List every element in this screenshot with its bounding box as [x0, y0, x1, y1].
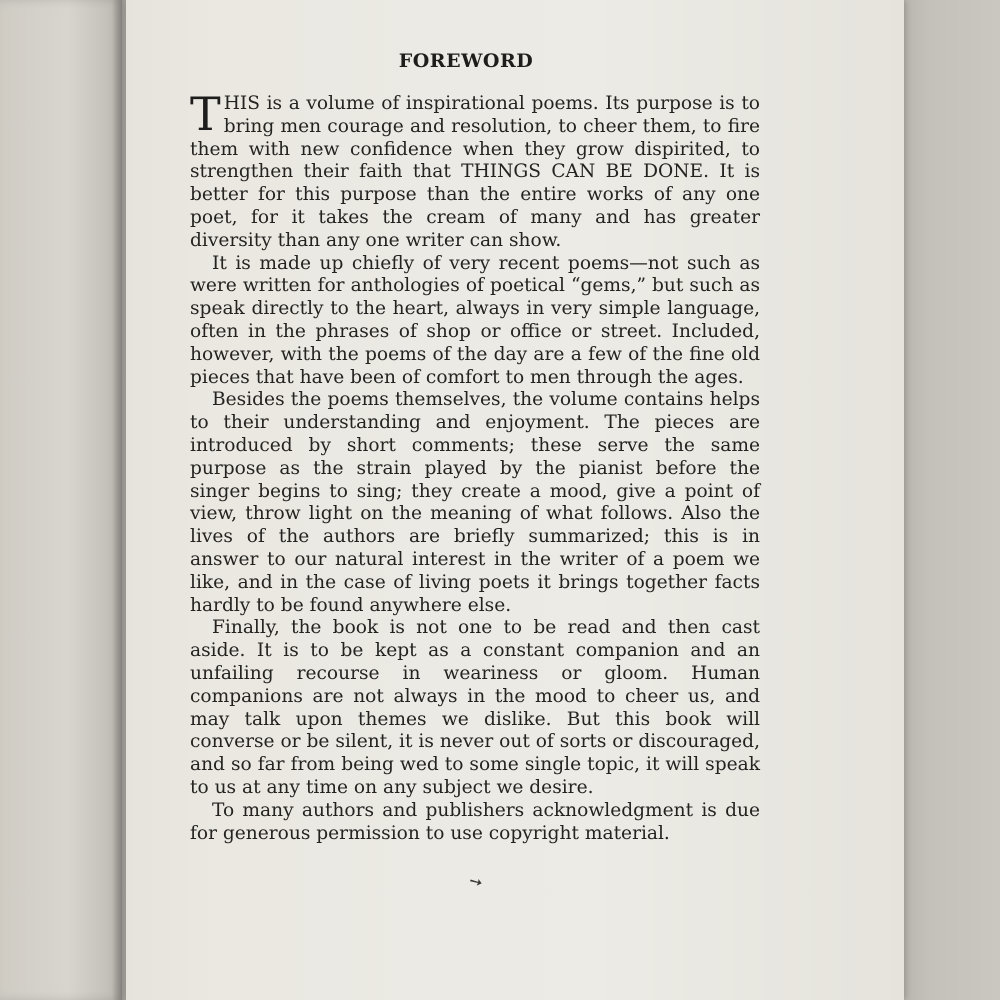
- foreword-body: [190, 87, 760, 845]
- drop-cap: T: [190, 87, 221, 141]
- paragraph-4: Finally, the book is not one to be read and then cast aside. It is to be kept as a constant companion and an unfailing recourse in weariness or gloom. Human companions are not always in the mood to cheer us, and may talk upon themes we dislike. But this book will converse or be silent, it is never out of sorts or discouraged, and so far from being wed to some single topic, it will speak to us at any time on any subject we desire.: [190, 617, 760, 798]
- background-surface: [900, 0, 1000, 1000]
- page-title: FOREWORD: [398, 50, 534, 72]
- paragraph-5: To many authors and publishers acknowledgment is due for generous permission to use copyright material.: [190, 799, 760, 844]
- foreword-page: [126, 0, 904, 1000]
- paragraph-2: It is made up chiefly of very recent poems—not such as were written for anthologies of poetical “gems,” but such as speak directly to the heart, always in very simple language, often in the phrases of shop or office or street. Included, however, with the poems of the day are a few of the fine old pieces that have been of comfort to men through the ages.: [190, 252, 760, 388]
- paragraph-3: Besides the poems themselves, the volume contains helps to their understanding and enjoyment. The pieces are introduced by short comments; these serve the same purpose as the strain played by the pianist before the singer begins to sing; they create a mood, give a point of view, throw light on the meaning of what follows. Also the lives of the authors are briefly summarized; this is in answer to our natural interest in the writer of a poem we like, and in the case of living poets it brings together facts hardly to be found anywhere else.: [190, 389, 760, 616]
- paragraph-1: [190, 87, 760, 253]
- end-ornament-icon: ➘: [465, 869, 487, 894]
- left-page-edge: [0, 0, 122, 1000]
- paragraph-1-text: HIS is a volume of inspirational poems. Its purpose is to bring men courage and resolution, to cheer them, to fire them with new confidence when they grow dispirited, to strengthen their faith that THINGS CAN BE DONE. It is better for this purpose than the entire works of any one poet, for it takes the cream of many and has greater diversity than any one writer can show.: [190, 93, 760, 251]
